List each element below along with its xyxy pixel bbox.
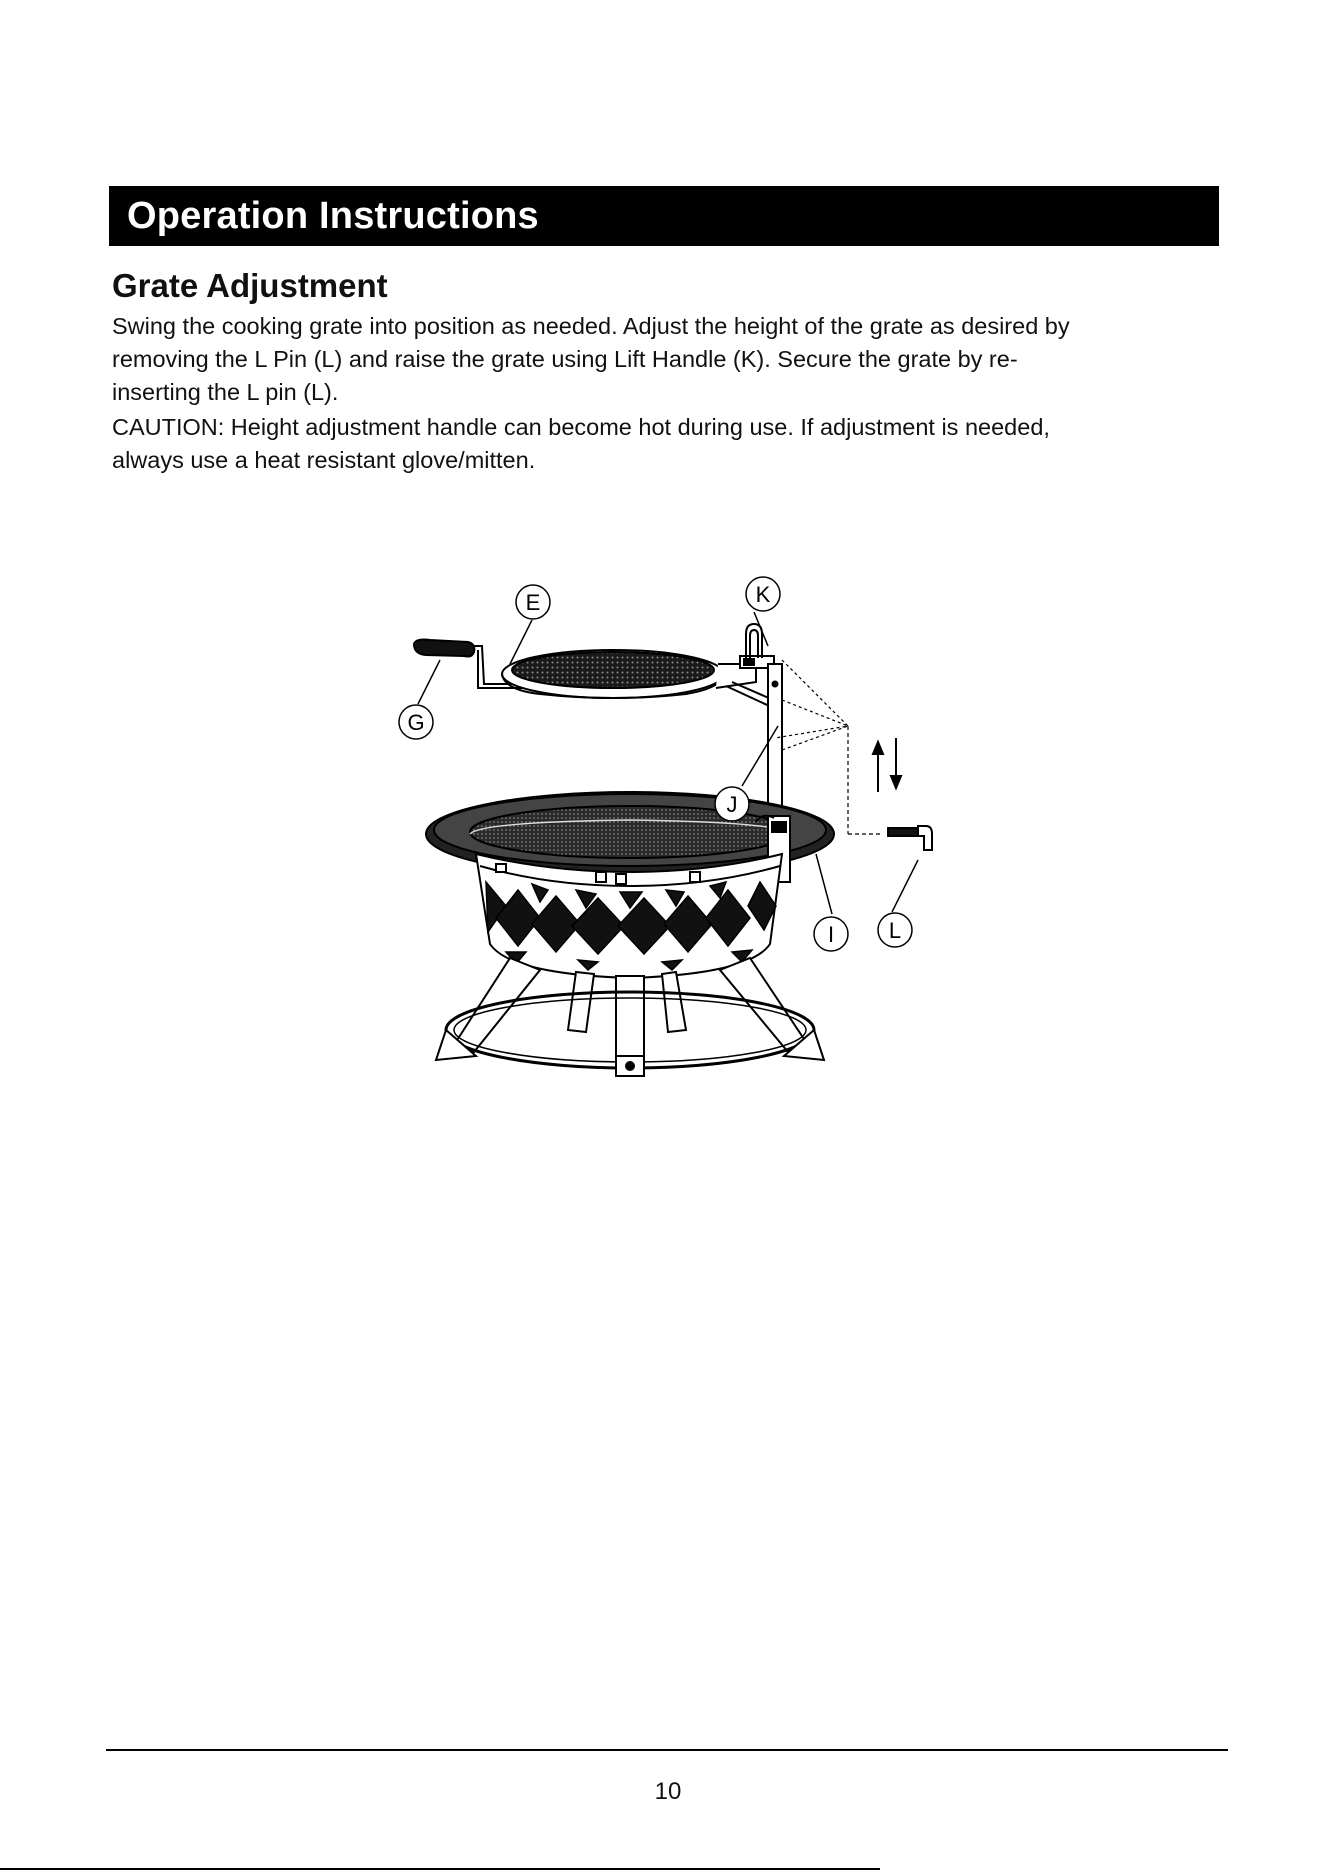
fire-pit-leg bbox=[662, 972, 686, 1032]
callout-e-label: E bbox=[525, 590, 541, 615]
section-banner bbox=[109, 186, 1219, 246]
page-heading: Grate Adjustment bbox=[112, 267, 388, 304]
fire-pit-leg bbox=[568, 972, 594, 1032]
callout-l-label: L bbox=[888, 918, 902, 943]
up-down-arrows bbox=[873, 738, 901, 792]
footer-divider bbox=[106, 1749, 1228, 1751]
grate-handle-grip bbox=[414, 640, 474, 657]
page-number: 10 bbox=[654, 1778, 682, 1805]
paragraph-line: Swing the cooking grate into position as needed. Adjust the height of the grate as desired by bbox=[112, 313, 1070, 339]
fire-pit-bowl bbox=[426, 792, 834, 978]
paragraph-line: removing the L Pin (L) and raise the grate using Lift Handle (K). Secure the grate by re- bbox=[112, 346, 1018, 372]
callout-j-label: J bbox=[726, 792, 738, 817]
section-title: Operation Instructions bbox=[127, 195, 539, 237]
instructions-paragraph bbox=[112, 310, 1192, 409]
caution-paragraph bbox=[112, 411, 1192, 477]
callout-e bbox=[516, 585, 550, 619]
fire-pit-base bbox=[436, 958, 824, 1076]
bottom-edge-rule bbox=[0, 1868, 880, 1870]
callout-k-label: K bbox=[755, 582, 771, 607]
callout-l bbox=[878, 913, 912, 947]
l-pin bbox=[888, 826, 932, 850]
callout-i-label: I bbox=[827, 922, 835, 947]
fire-pit-diagram bbox=[380, 560, 980, 1200]
paragraph-line: always use a heat resistant glove/mitten. bbox=[112, 447, 536, 473]
callout-i bbox=[814, 917, 848, 951]
paragraph-line: inserting the L pin (L). bbox=[112, 379, 339, 405]
callout-g bbox=[399, 705, 433, 739]
paragraph-line: CAUTION: Height adjustment handle can become hot during use. If adjustment is needed, bbox=[112, 414, 1050, 440]
callout-g-label: G bbox=[407, 710, 425, 735]
callout-j bbox=[715, 787, 749, 821]
grate-surface bbox=[512, 652, 714, 688]
callout-k bbox=[746, 577, 780, 611]
